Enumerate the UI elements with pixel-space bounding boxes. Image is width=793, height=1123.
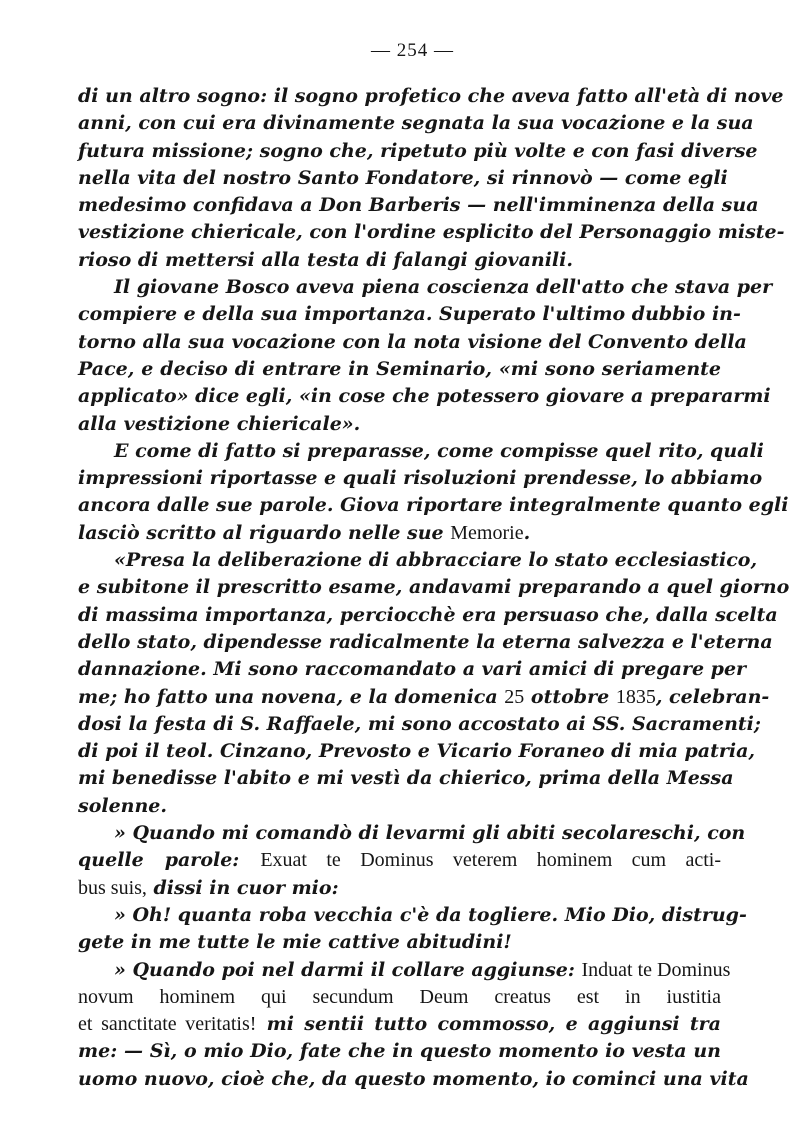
text-line bbox=[78, 684, 770, 711]
text-line bbox=[78, 711, 761, 738]
text-segment: futura missione; sogno che, ripetuto più volte e con fasi diverse bbox=[78, 139, 758, 162]
text-segment: novum hominem qui secundum Deum creatus est in iustitia bbox=[78, 985, 721, 1008]
text-segment: di un altro sogno: il sogno profetico che aveva fatto all'età di nove bbox=[78, 85, 784, 107]
text-segment: Il giovane Bosco aveva piena coscienza dell'atto che stava per bbox=[114, 276, 773, 299]
text-segment: Exuat te Dominus veterem hominem cum acti- bbox=[260, 849, 721, 872]
text-segment: uomo nuovo, cioè che, da questo momento, io cominci una vita bbox=[78, 1067, 749, 1090]
text-segment: e subitone il prescritto esame, andavami preparando a quel giorno bbox=[78, 576, 790, 599]
text-line bbox=[78, 793, 721, 820]
text-line bbox=[78, 1011, 721, 1038]
text-line bbox=[78, 875, 721, 902]
text-segment: quelle parole: bbox=[78, 849, 261, 872]
text-line bbox=[78, 247, 721, 274]
text-segment: anni, con cui era divinamente segnata la sua vocazione e la sua bbox=[78, 112, 754, 135]
text-segment: dannazione. Mi sono raccomandato a vari amici di pregare per bbox=[78, 658, 747, 681]
text-segment: Pace, e deciso di entrare in Seminario, «mi sono seriamente bbox=[78, 357, 721, 380]
text-segment: mi sentii tutto commosso, e aggiunsi tra bbox=[256, 1013, 721, 1036]
text-segment: et sanctitate veritatis! bbox=[78, 1013, 257, 1036]
text-segment: . bbox=[523, 521, 531, 544]
text-segment: dissi in cuor mio: bbox=[146, 876, 339, 899]
text-line bbox=[78, 656, 747, 683]
text-line bbox=[78, 1038, 721, 1065]
text-segment: Memorie bbox=[450, 521, 524, 544]
text-line bbox=[78, 329, 747, 356]
text-segment: alla vestizione chiericale». bbox=[78, 412, 361, 435]
text-segment: dosi la festa di S. Raffaele, mi sono accostato ai SS. Sacramenti; bbox=[78, 712, 761, 735]
text-line bbox=[78, 411, 721, 438]
text-line bbox=[78, 520, 721, 547]
text-line bbox=[78, 465, 763, 492]
text-segment: Induat te Dominus bbox=[581, 958, 731, 981]
text-line bbox=[78, 192, 759, 219]
text-segment: gete in me tutte le mie cattive abitudini! bbox=[78, 931, 512, 954]
text-line bbox=[78, 602, 778, 629]
text-segment: ancora dalle sue parole. Giova riportare integralmente quanto egli bbox=[78, 494, 789, 517]
text-segment: ottobre bbox=[524, 685, 616, 708]
text-line bbox=[78, 138, 758, 165]
text-line bbox=[78, 984, 721, 1011]
text-line bbox=[78, 165, 728, 192]
text-line bbox=[78, 438, 764, 465]
text-line bbox=[78, 356, 721, 383]
text-line bbox=[78, 547, 758, 574]
text-segment: me: — Sì, o mio Dio, fate che in questo momento io vesta un bbox=[78, 1040, 721, 1063]
text-line bbox=[78, 738, 756, 765]
text-segment: compiere e della sua importanza. Superato l'ultimo dubbio in- bbox=[78, 303, 741, 326]
text-segment: me; ho fatto una novena, e la domenica bbox=[78, 685, 505, 708]
text-segment: medesimo confidava a Don Barberis — nell'imminenza della sua bbox=[78, 194, 759, 217]
text-segment: 25 bbox=[504, 685, 525, 708]
text-line bbox=[78, 847, 721, 874]
text-segment: di poi il teol. Cinzano, Prevosto e Vicario Foraneo di mia patria, bbox=[78, 740, 756, 763]
text-line bbox=[78, 110, 754, 137]
text-line bbox=[78, 383, 771, 410]
text-segment: torno alla sua vocazione con la nota visione del Convento della bbox=[78, 330, 747, 353]
text-line bbox=[78, 219, 785, 246]
text-line bbox=[78, 274, 773, 301]
text-segment: dello stato, dipendesse radicalmente la eterna salvezza e l'eterna bbox=[78, 630, 773, 653]
text-segment: vestizione chiericale, con l'ordine esplicito del Personaggio miste- bbox=[78, 221, 785, 244]
text-line bbox=[78, 765, 734, 792]
text-segment: » Oh! quanta roba vecchia c'è da togliere. Mio Dio, distrug- bbox=[114, 903, 747, 926]
text-segment: impressioni riportasse e quali risoluzioni prendesse, lo abbiamo bbox=[78, 467, 763, 490]
body-text bbox=[78, 83, 790, 1093]
text-segment: lasciò scritto al riguardo nelle sue bbox=[78, 521, 451, 544]
text-segment: di massima importanza, perciocchè era persuaso che, dalla scelta bbox=[78, 603, 778, 626]
text-segment: «Presa la deliberazione di abbracciare lo stato ecclesiastico, bbox=[114, 549, 758, 572]
text-line bbox=[78, 574, 790, 601]
text-segment: mi benedisse l'abito e mi vestì da chierico, prima della Messa bbox=[78, 767, 734, 790]
text-segment: applicato» dice egli, «in cose che potessero giovare a prepararmi bbox=[78, 385, 771, 408]
text-line bbox=[78, 629, 773, 656]
text-segment: » Quando mi comandò di levarmi gli abiti secolareschi, con bbox=[114, 822, 746, 845]
text-line bbox=[78, 301, 741, 328]
text-segment: solenne. bbox=[78, 794, 168, 817]
page-number: — 254 — bbox=[371, 40, 454, 61]
text-segment: 1835 bbox=[615, 685, 656, 708]
text-segment: rioso di mettersi alla testa di falangi giovanili. bbox=[78, 248, 573, 271]
text-segment: E come di fatto si preparasse, come compisse quel rito, quali bbox=[114, 439, 764, 462]
text-segment: , celebran- bbox=[655, 685, 770, 708]
text-line bbox=[78, 492, 789, 519]
text-line bbox=[78, 83, 784, 110]
text-segment: bus suis, bbox=[78, 876, 147, 899]
text-line bbox=[78, 820, 746, 847]
text-line bbox=[78, 902, 747, 929]
text-segment: nella vita del nostro Santo Fondatore, si rinnovò — come egli bbox=[78, 166, 728, 189]
text-line bbox=[78, 957, 731, 984]
text-segment: » Quando poi nel darmi il collare aggiunse: bbox=[114, 958, 582, 981]
text-line bbox=[78, 929, 721, 956]
text-line bbox=[78, 1066, 749, 1093]
